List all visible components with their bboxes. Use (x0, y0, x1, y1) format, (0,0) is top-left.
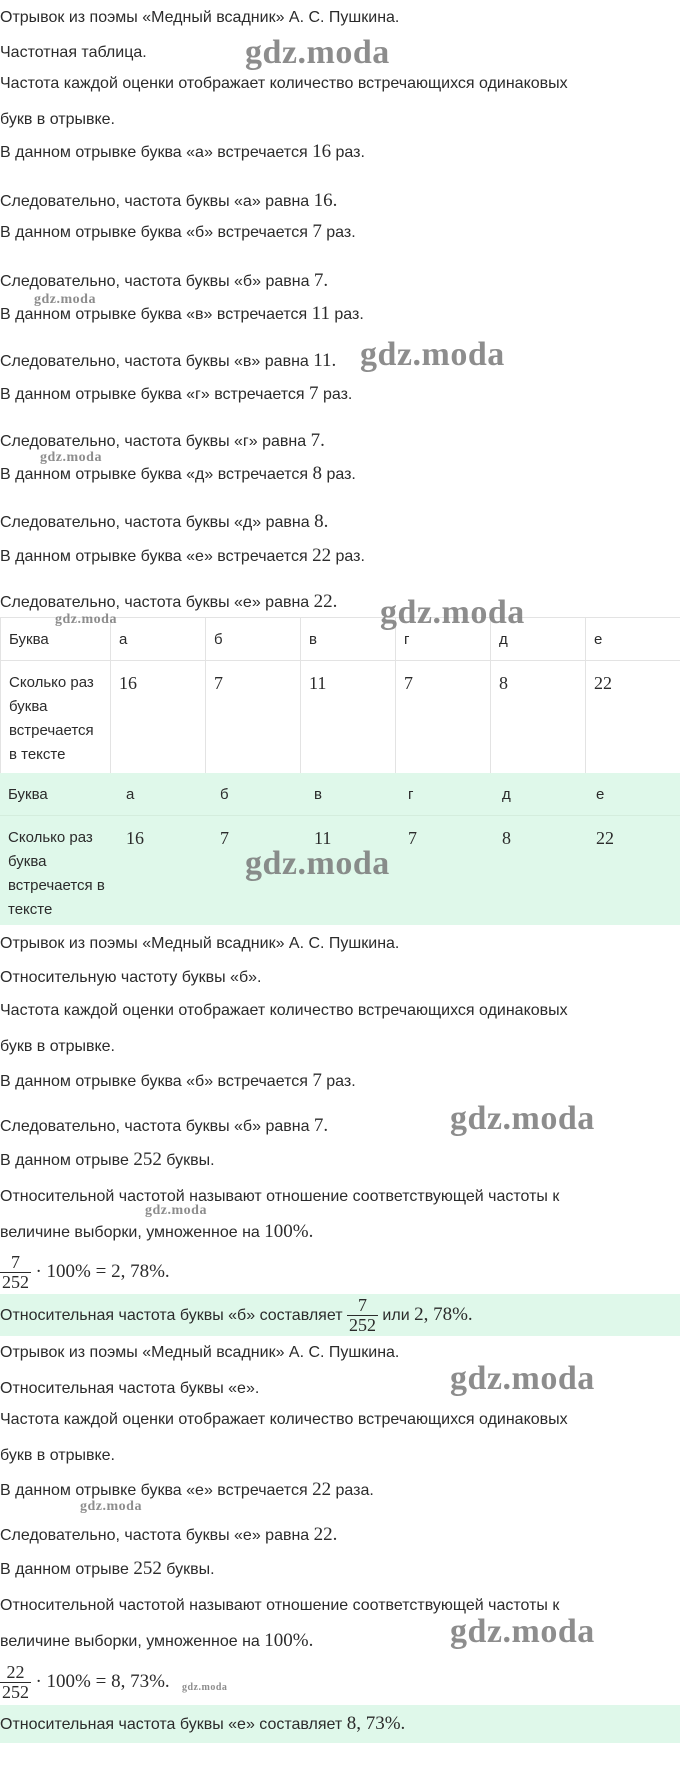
table-value: 7 (400, 816, 494, 931)
table-row (1, 661, 680, 776)
watermark: gdz.moda (182, 1682, 228, 1693)
freq-a: Следовательно, частота буквы «а» равна 16. (0, 190, 338, 211)
table-letter: а (111, 618, 206, 661)
definition-line-1: Относительной частотой называют отношение соответствующей частоты к (0, 1597, 560, 1614)
table-letter: б (206, 618, 301, 661)
count-v: В данном отрывке буква «в» встречается 11 раз. (0, 303, 364, 324)
definition-line-2: величине выборки, умноженное на 100%. (0, 1221, 314, 1242)
table-value: 8 (494, 816, 588, 931)
intro-line-2: букв в отрывке. (0, 1447, 115, 1464)
table-letter: е (596, 786, 605, 803)
definition-line-2: величине выборки, умноженное на 100%. (0, 1630, 314, 1651)
frequency-table (0, 617, 680, 776)
freq-b: Следовательно, частота буквы «б» равна 7. (0, 1115, 329, 1136)
count-b: В данном отрывке буква «б» встречается 7 раз. (0, 221, 356, 242)
calculation: $\frac{7}{252}$ · 100% = 2, 78%. (2, 1252, 170, 1293)
intro-line-2: букв в отрывке. (0, 1038, 115, 1055)
table-row (0, 773, 680, 816)
table-letter: а (126, 786, 135, 803)
freq-e: Следовательно, частота буквы «е» равна 22. (0, 1524, 338, 1545)
count-g: В данном отрывке буква «г» встречается 7 раз. (0, 383, 353, 404)
watermark: gdz.moda (145, 1203, 207, 1218)
table-value: 22 (588, 816, 680, 931)
watermark: gdz.moda (245, 845, 390, 882)
table-value: 7 (396, 661, 491, 776)
watermark: gdz.moda (450, 1360, 595, 1397)
count-e: В данном отрывке буква «е» встречается 22 раз. (0, 545, 365, 566)
table-letter: в (301, 618, 396, 661)
answer-e: Относительная частота буквы «е» составляет 8, 73%. (0, 1713, 406, 1734)
table-header-label: Буква (1, 618, 111, 661)
freq-v: Следовательно, частота буквы «в» равна 11. (0, 350, 337, 371)
count-e: В данном отрывке буква «е» встречается 22 раза. (0, 1479, 374, 1500)
table-row-label: Сколько раз буква встречается в тексте (1, 661, 111, 776)
fraction: $\frac{22}{252}$ (2, 1662, 29, 1703)
count-a: В данном отрывке буква «а» встречается 16 раз. (0, 141, 365, 162)
task-subtitle: Относительную частоту буквы «б». (0, 969, 262, 986)
table-letter: б (220, 786, 229, 803)
task-subtitle: Относительная частота буквы «е». (0, 1380, 260, 1397)
watermark: gdz.moda (40, 450, 102, 465)
answer-b: Относительная частота буквы «б» составляет $\frac{7}{252}$ или 2, 78%. (0, 1295, 473, 1336)
intro-line-1: Частота каждой оценки отображает количество встречающихся одинаковых (0, 75, 568, 92)
watermark: gdz.moda (450, 1100, 595, 1137)
freq-g: Следовательно, частота буквы «г» равна 7. (0, 430, 325, 451)
intro-line-2: букв в отрывке. (0, 111, 115, 128)
watermark: gdz.moda (360, 336, 505, 373)
excerpt-title: Отрывок из поэмы «Медный всадник» А. С. Пушкина. (0, 1344, 400, 1361)
watermark: gdz.moda (380, 594, 525, 631)
table-value: 7 (206, 661, 301, 776)
table-letter: в (314, 786, 322, 803)
freq-b: Следовательно, частота буквы «б» равна 7. (0, 270, 329, 291)
excerpt-title: Отрывок из поэмы «Медный всадник» А. С. Пушкина. (0, 935, 400, 952)
table-header-label: Буква (8, 786, 48, 803)
table-value: 22 (586, 661, 680, 776)
table-value: 8 (491, 661, 586, 776)
table-letter: е (586, 618, 680, 661)
calculation: $\frac{22}{252}$ · 100% = 8, 73%. (2, 1662, 170, 1703)
count-b: В данном отрывке буква «б» встречается 7 раз. (0, 1070, 356, 1091)
watermark: gdz.moda (450, 1613, 595, 1650)
table-value: 16 (118, 816, 212, 931)
intro-line-1: Частота каждой оценки отображает количество встречающихся одинаковых (0, 1002, 568, 1019)
watermark: gdz.moda (80, 1499, 142, 1514)
freq-e: Следовательно, частота буквы «е» равна 22. (0, 591, 338, 612)
table-value: 11 (301, 661, 396, 776)
definition-line-1: Относительной частотой называют отношение соответствующей частоты к (0, 1188, 560, 1205)
table-value: 11 (306, 816, 400, 931)
watermark: gdz.moda (55, 612, 117, 627)
watermark: gdz.moda (245, 34, 390, 71)
table-value: 16 (111, 661, 206, 776)
total-letters: В данном отрыве 252 буквы. (0, 1149, 215, 1170)
table-letter: г (408, 786, 414, 803)
excerpt-title: Отрывок из поэмы «Медный всадник» А. С. Пушкина. (0, 9, 400, 26)
table-letter: д (502, 786, 511, 803)
table-letter: д (491, 618, 586, 661)
watermark: gdz.moda (34, 292, 96, 307)
count-d: В данном отрывке буква «д» встречается 8 раз. (0, 463, 356, 484)
table-row-label: Сколько раз буква встречается в тексте (0, 816, 118, 931)
total-letters: В данном отрыве 252 буквы. (0, 1558, 215, 1579)
fraction: $\frac{7}{252}$ (348, 1295, 376, 1336)
intro-line-1: Частота каждой оценки отображает количество встречающихся одинаковых (0, 1411, 568, 1428)
freq-d: Следовательно, частота буквы «д» равна 8. (0, 511, 329, 532)
task-subtitle: Частотная таблица. (0, 44, 147, 61)
table-value: 7 (212, 816, 306, 931)
fraction: $\frac{7}{252}$ (2, 1252, 29, 1293)
table-letter: г (396, 618, 491, 661)
